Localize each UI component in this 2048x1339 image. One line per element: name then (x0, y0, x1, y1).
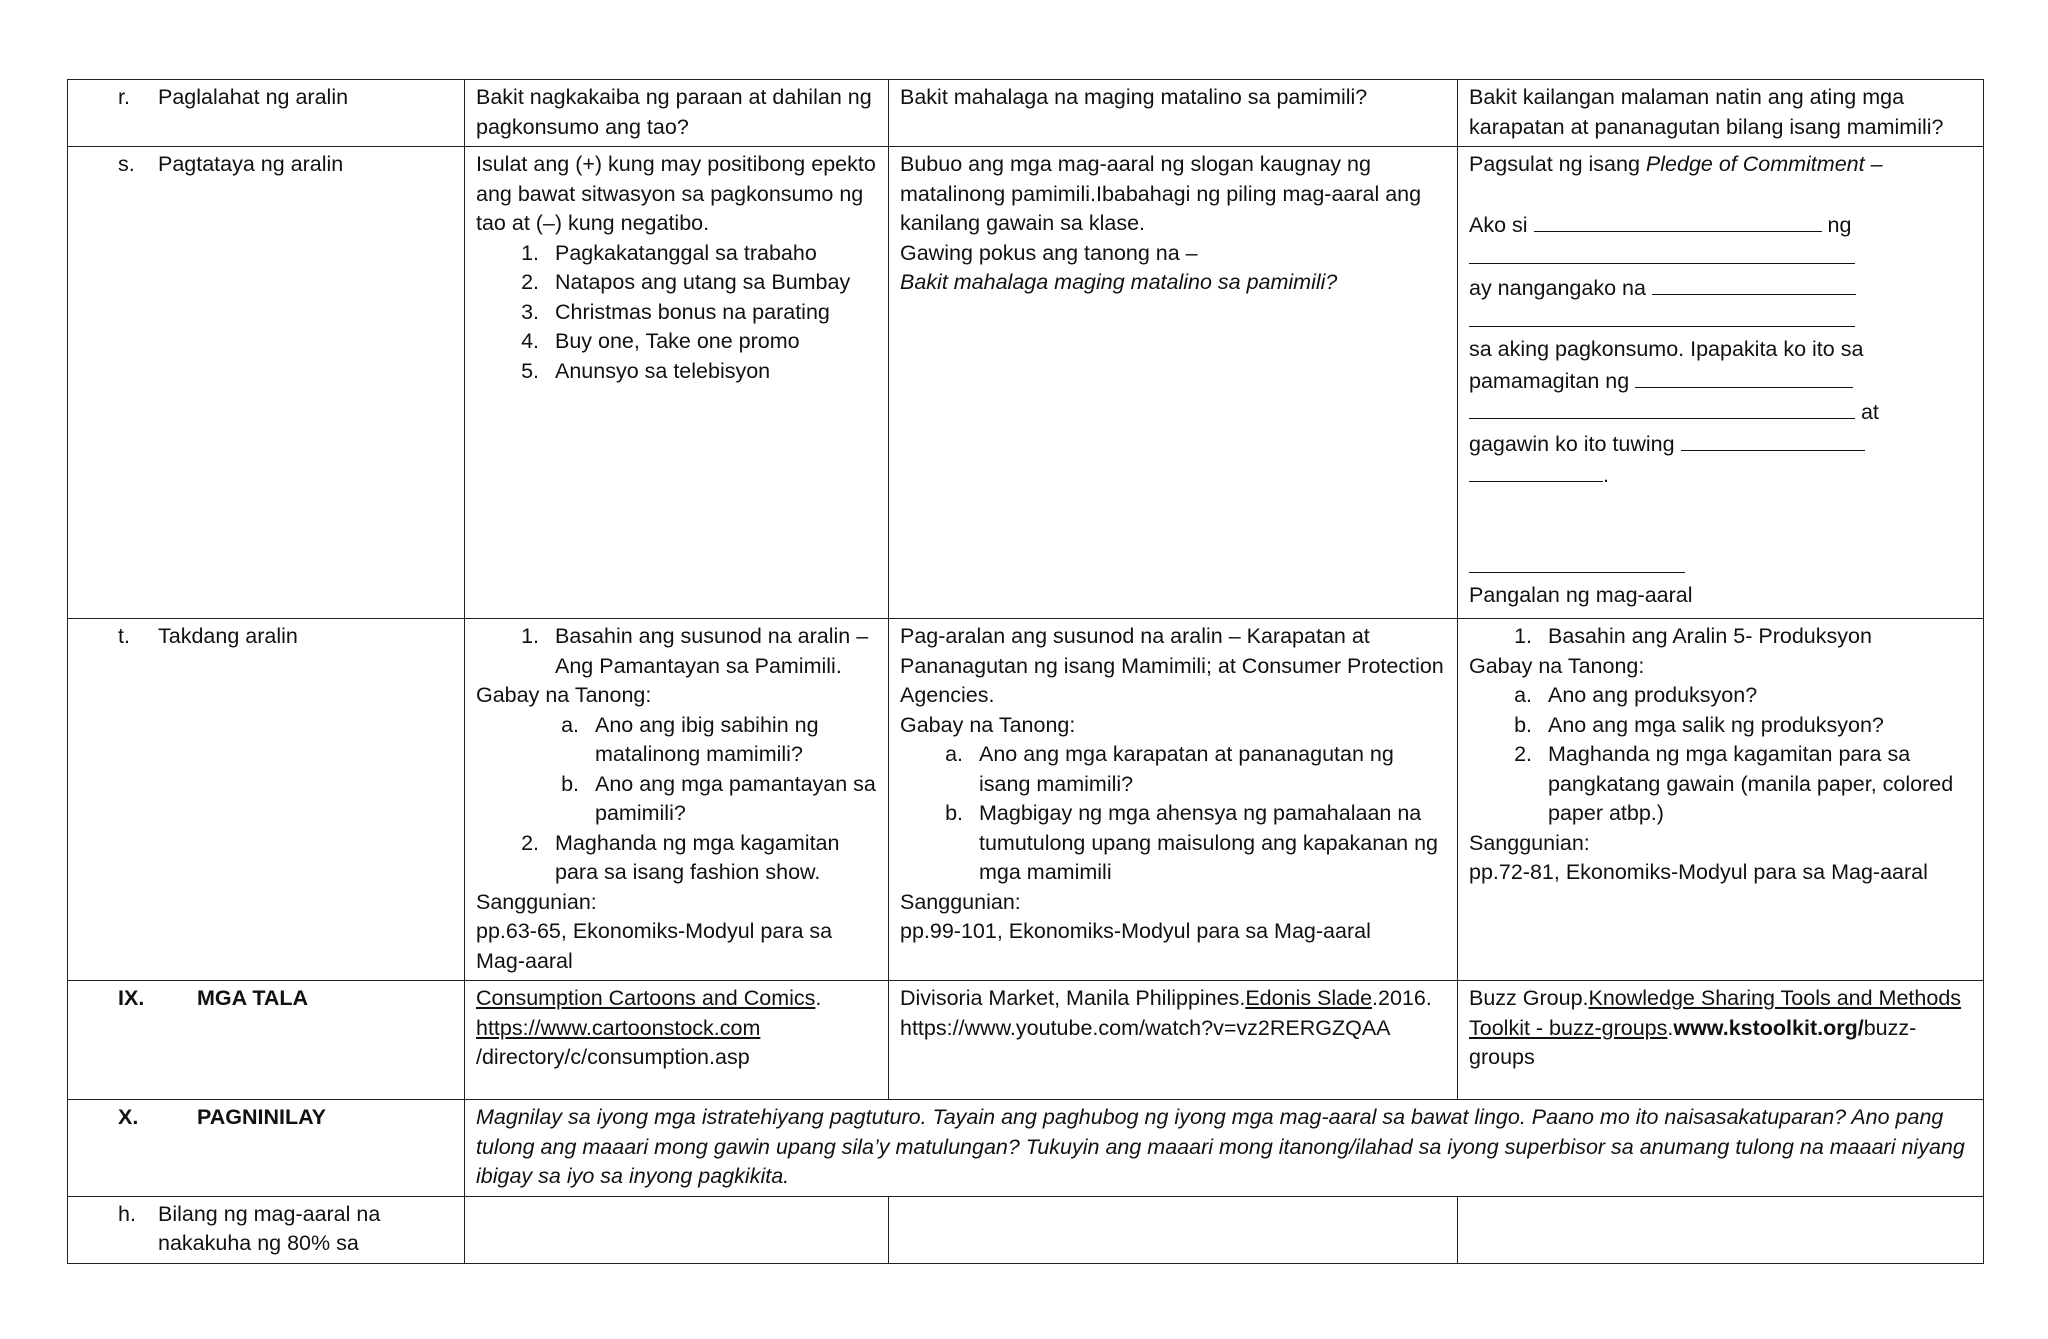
citation: Buzz Group.Knowledge Sharing Tools and Methods Toolkit - buzz-groups.www.kstoolkit.org/buzz-groups (1469, 986, 1962, 1069)
list-item: a. Ano ang mga karapatan at pananagutan ng isang mamimili? (945, 742, 1394, 796)
day2-cell (889, 981, 1458, 1100)
day1-cell (465, 147, 889, 619)
day3-cell (1458, 147, 1984, 619)
pledge-line (1469, 241, 1972, 273)
label-cell (68, 147, 465, 619)
row-letter: t. (118, 624, 130, 648)
pledge-line: . (1469, 459, 1972, 491)
list-item: 2. Natapos ang utang sa Bumbay (521, 270, 851, 294)
pledge-line: at (1469, 396, 1972, 428)
pledge-intro: Pagsulat ng isang Pledge of Commitment – (1469, 152, 1883, 176)
blank-line (1469, 180, 1972, 210)
day3-cell (1458, 80, 1984, 147)
list-item: b. Ano ang mga salik ng produksyon? (1514, 712, 1884, 737)
row-label: Paglalahat ng aralin (158, 85, 349, 109)
pledge-line: gagawin ko ito tuwing (1469, 428, 1972, 460)
label-cell (68, 1196, 465, 1263)
blank-line (1469, 491, 1972, 521)
section-number: X. (118, 1105, 139, 1129)
section-number: IX. (118, 986, 145, 1010)
cell-text: Bakit mahalaga na maging matalino sa pamimili? (900, 85, 1368, 109)
url-link[interactable]: https://www.cartoonstock.com (476, 1015, 761, 1040)
reference-heading: Sanggunian: (476, 889, 597, 914)
reflection-text: Magnilay sa iyong mga istratehiyang pagtuturo. Tayain ang paghubog ng iyong mga mag-aaral sa bawat lingo. Paano mo ito naisasakatuparan? Ano pang tulong ang maaari mong gawin upang sila’y matulungan? Tukuyin ang maaari mong itanong/ilahad sa iyong superbisor sa anumang tulong na maaari niyang ibigay sa iyo sa inyong pagkikita. (476, 1105, 1965, 1188)
label-cell (68, 619, 465, 981)
day1-cell (465, 981, 889, 1100)
pledge-line: pamamagitan ng (1469, 365, 1972, 397)
reflection-cell (465, 1100, 1984, 1197)
day2-cell (889, 1196, 1458, 1263)
citation-path: /directory/c/consumption.asp (476, 1045, 750, 1069)
row-letter: r. (118, 85, 130, 109)
citation: Consumption Cartoons and Comics. (476, 986, 822, 1010)
day3-cell (1458, 1196, 1984, 1263)
row-takdang-aralin (68, 619, 1984, 981)
cell-text: Gawing pokus ang tanong na – (900, 240, 1198, 265)
list-item: a. Ano ang ibig sabihin ng matalinong mamimili? (561, 712, 819, 766)
list-item: 3. Christmas bonus na parating (521, 299, 830, 324)
section-label: PAGNINILAY (197, 1105, 327, 1129)
reference-text: pp.99-101, Ekonomiks-Modyul para sa Mag-aaral (900, 919, 1371, 943)
list-item: b. Magbigay ng mga ahensya ng pamahalaan na tumutulong upang maisulong ang kapakanan ng mga mamimili (945, 801, 1439, 884)
author-link[interactable]: Edonis Slade (1245, 986, 1373, 1010)
pledge-line (1469, 304, 1972, 336)
lesson-plan-table (67, 79, 1984, 1264)
instruction-text: Isulat ang (+) kung may positibong epekto ang bawat sitwasyon sa pagkonsumo ng tao at (–) kung negatibo. (476, 152, 876, 235)
list-item: a. Ano ang produksyon? (1514, 683, 1758, 707)
signature-label: Pangalan ng mag-aaral (1469, 583, 1693, 607)
list-item: 1. Basahin ang Aralin 5- Produksyon (1514, 624, 1872, 648)
label-cell (68, 1100, 465, 1197)
citation-url: https://www.youtube.com/watch?v=vz2RERGZQAA (900, 1015, 1391, 1040)
list-item: b. Ano ang mga pamantayan sa pamimili? (561, 771, 876, 825)
row-mga-tala (68, 981, 1984, 1100)
citation-link[interactable]: Consumption Cartoons and Comics (476, 986, 816, 1010)
row-letter: h. (118, 1201, 136, 1226)
list-item: 4. Buy one, Take one promo (521, 329, 800, 353)
pledge-line: sa aking pagkonsumo. Ipapakita ko ito sa (1469, 337, 1864, 361)
guide-heading: Gabay na Tanong: (900, 712, 1076, 737)
list-item: 2. Maghanda ng mga kagamitan para sa pangkatang gawain (manila paper, colored paper atbp.) (1514, 742, 1954, 825)
reference-text: pp.72-81, Ekonomiks-Modyul para sa Mag-aaral (1469, 860, 1928, 884)
row-label: Pagtataya ng aralin (158, 152, 344, 176)
day3-cell (1458, 981, 1984, 1100)
toolkit-link[interactable]: Knowledge Sharing Tools and Methods Toolkit - buzz-groups (1469, 986, 1962, 1040)
label-cell (68, 981, 465, 1100)
day2-cell (889, 80, 1458, 147)
row-label: Takdang aralin (158, 624, 298, 648)
cell-text: Bakit nagkakaiba ng paraan at dahilan ng pagkonsumo ang tao? (476, 85, 872, 139)
cell-text: Bubuo ang mga mag-aaral ng slogan kaugnay ng matalinong pamimili.Ibabahagi ng piling mag-aaral ang kanilang gawain sa klase. (900, 152, 1422, 235)
list-item: 5. Anunsyo sa telebisyon (521, 358, 771, 383)
row-pagtataya (68, 147, 1984, 619)
section-label: MGA TALA (197, 986, 309, 1010)
signature-line (1469, 550, 1972, 582)
focus-question: Bakit mahalaga maging matalino sa pamimili? (900, 270, 1338, 294)
row-label: Bilang ng mag-aaral na nakakuha ng 80% sa (158, 1201, 381, 1255)
reference-heading: Sanggunian: (1469, 830, 1590, 855)
pledge-line: ay nangangako na (1469, 272, 1972, 304)
day1-cell (465, 619, 889, 981)
list-item: 1. Pagkakatanggal sa trabaho (521, 240, 817, 265)
row-letter: s. (118, 152, 135, 176)
guide-heading: Gabay na Tanong: (476, 683, 652, 707)
blank-line (1469, 520, 1972, 550)
day3-cell (1458, 619, 1984, 981)
row-pagninilay (68, 1100, 1984, 1197)
reference-text: pp.63-65, Ekonomiks-Modyul para sa Mag-aaral (476, 919, 833, 973)
citation-url (476, 1014, 877, 1044)
guide-heading: Gabay na Tanong: (1469, 653, 1645, 678)
day1-cell (465, 1196, 889, 1263)
cell-text: Bakit kailangan malaman natin ang ating mga karapatan at pananagutan bilang isang mamimili? (1469, 85, 1944, 139)
cell-text: Pag-aralan ang susunod na aralin – Karapatan at Pananagutan ng isang Mamimili; at Consumer Protection Agencies. (900, 624, 1444, 707)
list-item: 2. Maghanda ng mga kagamitan para sa isang fashion show. (521, 830, 840, 884)
citation: Divisoria Market, Manila Philippines.Edonis Slade.2016. (900, 986, 1432, 1010)
list-item: 1. Basahin ang susunod na aralin – Ang Pamantayan sa Pamimili. (521, 624, 869, 678)
reference-heading: Sanggunian: (900, 889, 1021, 914)
row-paglalahat (68, 80, 1984, 147)
row-bilang (68, 1196, 1984, 1263)
label-cell (68, 80, 465, 147)
pledge-line: Ako si ng (1469, 209, 1972, 241)
day2-cell (889, 147, 1458, 619)
day1-cell (465, 80, 889, 147)
day2-cell (889, 619, 1458, 981)
